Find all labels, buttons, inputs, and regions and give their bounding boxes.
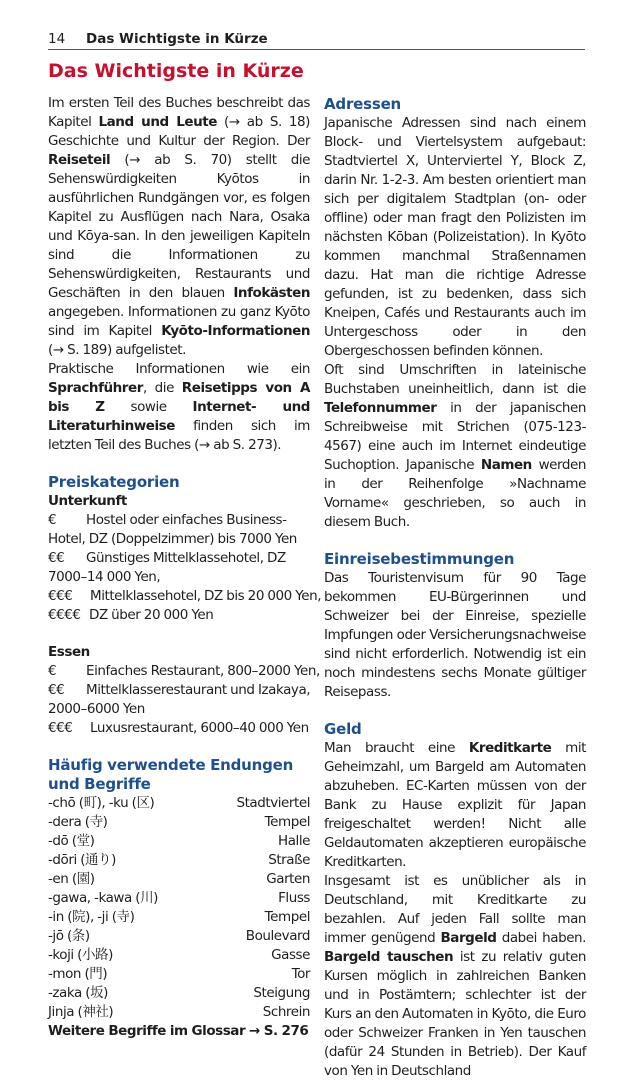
running-header bbox=[48, 30, 585, 50]
lodging-heading: Unterkunft bbox=[48, 493, 127, 509]
page-title: Das Wichtigste in Kürze bbox=[48, 60, 304, 82]
lodging-price-3: €€€ Mittelklassehotel, DZ bis 20 000 Yen, bbox=[48, 588, 322, 604]
geld-paragraph-2: Insgesamt ist es unüblicher als in Deutschland, mit Kreditkarte zu bezahlen. Auf jeden Fall sollte man immer genügend Bargeld dabei haben. Bargeld tauschen ist zu relativ guten Kursen möglich in zahlreichen Banken und in Postämtern; schlechter ist der Kurs an den Automaten in Kyōto, die Euro oder Schweizer Franken in Yen tauschen (dafür 24 Stunden in Betrieb). Der Kauf von Yen in Deutschland bbox=[324, 873, 586, 1079]
term-row: -gawa, -kawa (川) Fluss bbox=[48, 890, 310, 906]
term-row: -in (院), -ji (寺) Tempel bbox=[48, 909, 310, 925]
term-row: -mon (門) Tor bbox=[48, 966, 310, 982]
running-title: Das Wichtigste in Kürze bbox=[86, 31, 268, 47]
einreise-paragraph: Das Touristenvisum für 90 Tage bekommen EU-Bürgerinnen und Schweizer bei der Einreise, spezielle Impfungen oder Versicherungsnachweise sind nicht erforderlich. Notwendig ist ein noch mindestens sechs Monate gültiger Reisepass. bbox=[324, 570, 586, 700]
adressen-heading: Adressen bbox=[324, 95, 402, 113]
terms-list bbox=[48, 794, 310, 1022]
term-row: -en (園) Garten bbox=[48, 871, 310, 887]
term-row: Jinja (神社) Schrein bbox=[48, 1004, 310, 1020]
adressen-paragraph-1: Japanische Adressen sind nach einem Block- und Viertelsystem aufgebaut: Stadtviertel X, Unterviertel Y, Block Z, darin Nr. 1-2-3. Am besten orientiert man sich per digitalem Stadtplan (on- oder offline) oder man fragt den Polizisten im nächsten Kōban (Polizeistation). In Kyōto kommen manchmal Straßennamen dazu. Hat man die richtige Adresse gefunden, ist zu bedenken, dass sich Kneipen, Cafés und Restaurants auch im Untergeschoss oder in den Obergeschossen befinden können. bbox=[324, 115, 586, 359]
right-column bbox=[324, 95, 586, 1081]
term-row: -dōri (通り) Straße bbox=[48, 852, 310, 868]
left-column bbox=[48, 94, 322, 1041]
terms-heading: Häufig verwendete Endungen und Begriffe bbox=[48, 756, 294, 793]
lodging-price-1: € Hostel oder einfaches Business- Hotel, DZ (Doppelzimmer) bis 7000 Yen bbox=[48, 512, 297, 547]
term-row: -koji (小路) Gasse bbox=[48, 947, 310, 963]
glossary-reference: Weitere Begriffe im Glossar → S. 276 bbox=[48, 1023, 309, 1039]
term-row: -zaka (坂) Steigung bbox=[48, 985, 310, 1001]
einreise-heading: Einreisebestimmungen bbox=[324, 550, 515, 568]
food-price-1: € Einfaches Restaurant, 800–2000 Yen, bbox=[48, 663, 320, 679]
term-row: -chō (町), -ku (区) Stadtviertel bbox=[48, 795, 310, 811]
geld-paragraph-1: Man braucht eine Kreditkarte mit Geheimzahl, um Bargeld am Automaten abzuheben. EC-Karten müssen von der Bank zu Hause explizit für Japan freigeschaltet werden! Nicht alle Geldautomaten akzeptieren europäische Kreditkarten. bbox=[324, 740, 586, 870]
geld-heading: Geld bbox=[324, 720, 362, 738]
adressen-paragraph-2: Oft sind Umschriften in lateinische Buchstaben uneinheitlich, dann ist die Telefonnummer in der japanischen Schreibweise mit Strichen (075-123-4567) eine auch im Internet eindeutige Suchoption. Japanische Namen werden in der Reihenfolge »Nachname Vorname« geschrieben, so auch in diesem Buch. bbox=[324, 362, 586, 530]
food-price-3: €€€ Luxusrestaurant, 6000–40 000 Yen bbox=[48, 720, 309, 736]
term-row: -dera (寺) Tempel bbox=[48, 814, 310, 830]
lodging-price-2: €€ Günstiges Mittelklassehotel, DZ 7000–14 000 Yen, bbox=[48, 550, 286, 585]
lodging-price-4: €€€€ DZ über 20 000 Yen bbox=[48, 607, 214, 623]
price-heading: Preiskategorien bbox=[48, 473, 180, 491]
food-price-2: €€ Mittelklasserestaurant und Izakaya, 2000–6000 Yen bbox=[48, 682, 311, 717]
term-row: -dō (堂) Halle bbox=[48, 833, 310, 849]
term-row: -jō (条) Boulevard bbox=[48, 928, 310, 944]
intro-paragraph-1: Im ersten Teil des Buches beschreibt das Kapitel Land und Leute (→ ab S. 18) Geschichte und Kultur der Region. Der Reiseteil (→ ab S. 70) stellt die Sehenswürdigkeiten Kyōtos in ausführlichen Rundgängen vor, es folgen Kapitel zu Ausflügen nach Nara, Osaka und Kōya-san. In den jeweiligen Kapiteln sind die Informationen zu Sehenswürdigkeiten, Restaurants und Geschäften in den blauen Infokästen angegeben. Informationen zu ganz Kyōto sind im Kapitel Kyōto-Informationen (→ S. 189) aufgelistet. bbox=[48, 95, 310, 358]
food-heading: Essen bbox=[48, 644, 90, 660]
page-number: 14 bbox=[48, 31, 66, 47]
intro-paragraph-2: Praktische Informationen wie ein Sprachführer, die Reisetipps von A bis Z sowie Internet- und Literaturhinweise finden sich im letzten Teil des Buches (→ ab S. 273). bbox=[48, 361, 310, 453]
